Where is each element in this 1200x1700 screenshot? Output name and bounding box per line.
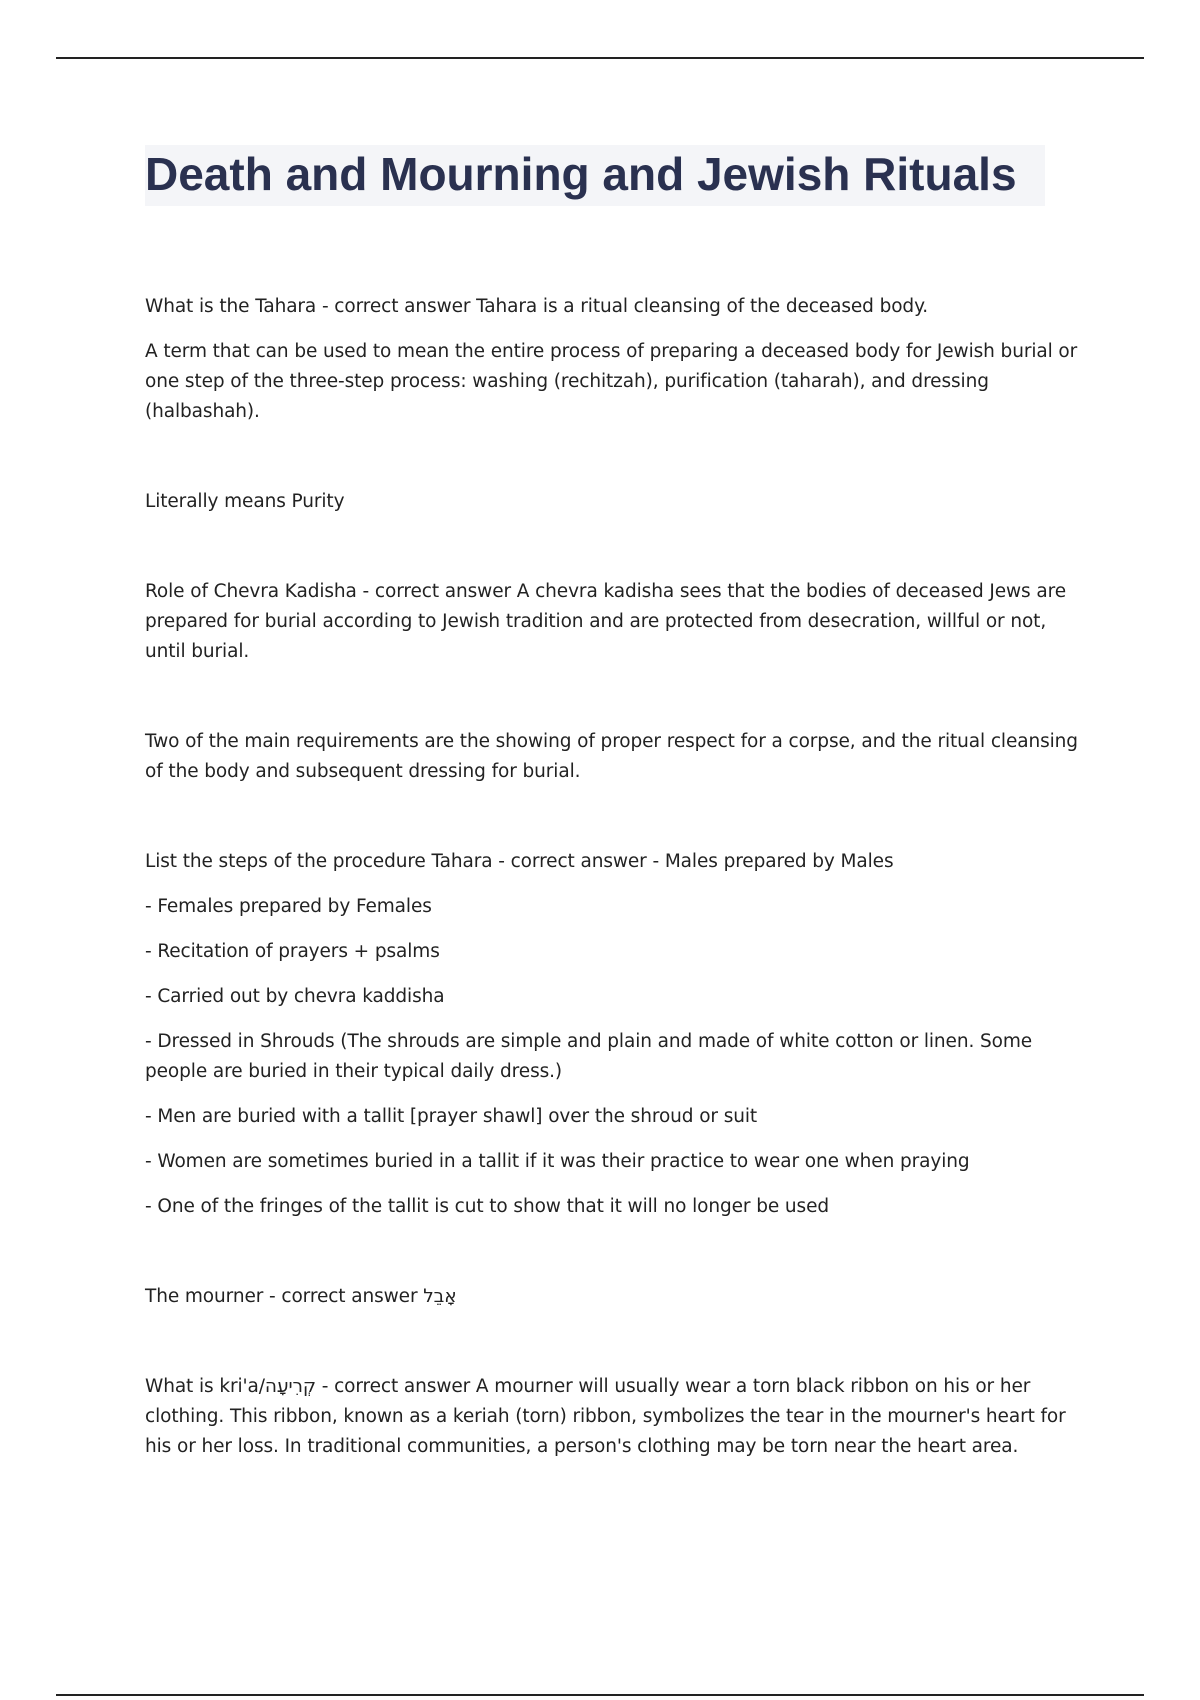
paragraph-tahara-steps-question: List the steps of the procedure Tahara - correct answer - Males prepared by Males [145,851,894,872]
paragraph-chevra-kadisha-role: Role of Chevra Kadisha - correct answer A chevra kadisha sees that the bodies of deceased Jews are prepared for burial according to Jewish tradition and are protected from desecration, willful or not, until burial. [145,581,1066,662]
paragraph-tahara-question: What is the Tahara - correct answer Tahara is a ritual cleansing of the deceased body. [145,296,929,317]
paragraph-kria: What is kri'a/קְרִיעָה - correct answer A mourner will usually wear a torn black ribbon on his or her clothing. This ribbon, known as a keriah (torn) ribbon, symbolizes the tear in the mourner's heart for his or her loss. In traditional communities, a person's clothing may be torn near the heart area. [145,1376,1066,1457]
document-body [145,145,1090,1462]
paragraph-mourner: The mourner - correct answer אָבֵל [145,1286,457,1307]
qa-entries [145,292,1090,1462]
list-item-fringes: - One of the fringes of the tallit is cut to show that it will no longer be used [145,1196,829,1217]
list-item-women-tallit: - Women are sometimes buried in a tallit if it was their practice to wear one when praying [145,1151,970,1172]
list-item-men-tallit: - Men are buried with a tallit [prayer shawl] over the shroud or suit [145,1106,758,1127]
paragraph-main-requirements: Two of the main requirements are the showing of proper respect for a corpse, and the ritual cleansing of the body and subsequent dressing for burial. [145,731,1078,782]
top-rule [56,57,1144,59]
paragraph-literal-meaning: Literally means Purity [145,491,345,512]
paragraph-tahara-definition: A term that can be used to mean the entire process of preparing a deceased body for Jewish burial or one step of the three-step process: washing (rechitzah), purification (taharah), and dressing (halbashah). [145,341,1078,422]
title-box [145,145,1045,206]
list-item-prayers: - Recitation of prayers + psalms [145,941,440,962]
bottom-rule [56,1694,1144,1696]
list-item-shrouds: - Dressed in Shrouds (The shrouds are simple and plain and made of white cotton or linen. Some people are buried in their typical daily dress.) [145,1031,1033,1082]
list-item-females: - Females prepared by Females [145,896,432,917]
list-item-chevra-kaddisha: - Carried out by chevra kaddisha [145,986,445,1007]
document-title: Death and Mourning and Jewish Rituals [145,148,1017,200]
